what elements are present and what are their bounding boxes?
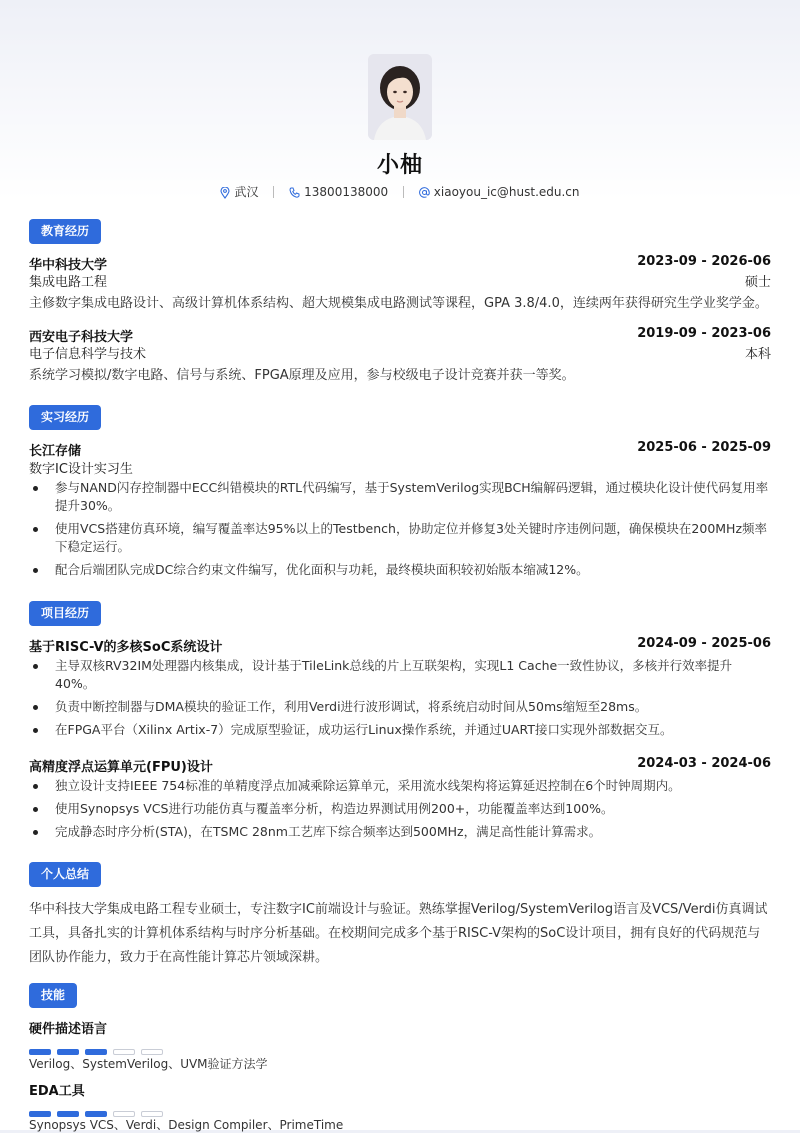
skill-level-bar (29, 1040, 169, 1047)
internship-bullets (29, 479, 771, 584)
major: 电子信息科学与技术 (29, 347, 147, 362)
divider (273, 186, 274, 198)
section-education: 教育经历 (29, 219, 101, 244)
divider (403, 186, 404, 198)
company-name: 长江存储 (29, 444, 82, 459)
skill-level-bar (29, 1102, 169, 1109)
profile-photo (368, 54, 432, 140)
list-item: 完成静态时序分析(STA)，在TSMC 28nm工艺库下综合频率达到500MHz，满足高性能计算需求。 (29, 823, 771, 841)
project-bullets (29, 657, 771, 744)
phone-text: 13800138000 (304, 184, 389, 199)
candidate-name: 小柚 (376, 153, 423, 178)
summary-text: 华中科技大学集成电路工程专业硕士，专注数字IC前端设计与验证。熟练掌握Verilog/SystemVerilog语言及VCS/Verdi仿真调试工具，具备扎实的计算机体系结构与时序分析基础。在校期间完成多个基于RISC-V架构的SoC设计项目，拥有良好的代码规范与团队协作能力，致力于在高性能计算芯片领域深耕。 (29, 902, 768, 965)
section-skills: 技能 (29, 983, 77, 1008)
list-item: 使用Synopsys VCS进行功能仿真与覆盖率分析，构造边界测试用例200+，功能覆盖率达到100%。 (29, 800, 771, 818)
school-name: 华中科技大学 (29, 258, 108, 273)
location-text: 武汉 (234, 185, 259, 199)
role: 数字IC设计实习生 (29, 462, 133, 477)
list-item: 使用VCS搭建仿真环境，编写覆盖率达95%以上的Testbench，协助定位并修复3处关键时序违例问题，确保模块在200MHz频率下稳定运行。 (29, 520, 771, 556)
location-icon (220, 187, 230, 199)
list-item: 在FPGA平台（Xilinx Artix-7）完成原型验证，成功运行Linux操作系统，并通过UART接口实现外部数据交互。 (29, 721, 771, 739)
period: 2019-09 - 2023-06 (637, 326, 771, 341)
list-item: 主导双核RV32IM处理器内核集成，设计基于TileLink总线的片上互联架构，实现L1 Cache一致性协议，多核并行效率提升40%。 (29, 657, 771, 693)
period: 2023-09 - 2026-06 (637, 254, 771, 269)
project-bullets (29, 777, 771, 846)
skill-title: EDA工具 (29, 1084, 85, 1099)
period: 2024-09 - 2025-06 (637, 636, 771, 651)
email-icon (419, 187, 430, 198)
school-name: 西安电子科技大学 (29, 330, 134, 345)
degree: 硕士 (744, 275, 771, 290)
period: 2024-03 - 2024-06 (637, 756, 771, 771)
major: 集成电路工程 (29, 275, 108, 290)
skill-description: Verilog、SystemVerilog、UVM验证方法学 (29, 1057, 268, 1071)
project-name: 高精度浮点运算单元(FPU)设计 (29, 760, 213, 775)
contact-bar (0, 183, 800, 200)
list-item: 参与NAND闪存控制器中ECC纠错模块的RTL代码编写，基于SystemVerilog实现BCH编解码逻辑，通过模块化设计使代码复用率提升30%。 (29, 479, 771, 515)
skill-description: Synopsys VCS、Verdi、Design Compiler、PrimeTime (29, 1118, 344, 1132)
education-description: 主修数字集成电路设计、高级计算机体系结构、超大规模集成电路测试等课程，GPA 3.8/4.0，连续两年获得研究生学业奖学金。 (29, 296, 768, 311)
section-summary: 个人总结 (29, 862, 101, 887)
list-item: 负责中断控制器与DMA模块的验证工作，利用Verdi进行波形调试，将系统启动时间从50ms缩短至28ms。 (29, 698, 771, 716)
list-item: 配合后端团队完成DC综合约束文件编写，优化面积与功耗，最终模块面积较初始版本缩减12%。 (29, 561, 771, 579)
email-text[interactable]: xiaoyou_ic@hust.edu.cn (433, 184, 580, 199)
list-item: 独立设计支持IEEE 754标准的单精度浮点加减乘除运算单元，采用流水线架构将运算延迟控制在6个时钟周期内。 (29, 777, 771, 795)
period: 2025-06 - 2025-09 (637, 440, 771, 455)
degree: 本科 (744, 347, 771, 362)
phone-icon (289, 187, 300, 198)
location-item (220, 183, 258, 200)
email-item[interactable] (419, 185, 580, 199)
education-description: 系统学习模拟/数字电路、信号与系统、FPGA原理及应用，参与校级电子设计竞赛并获一等奖。 (29, 368, 575, 383)
phone-item (289, 185, 388, 199)
skill-title: 硬件描述语言 (29, 1022, 108, 1037)
section-internship: 实习经历 (29, 405, 101, 430)
project-name: 基于RISC-V的多核SoC系统设计 (29, 640, 223, 655)
section-projects: 项目经历 (29, 601, 101, 626)
